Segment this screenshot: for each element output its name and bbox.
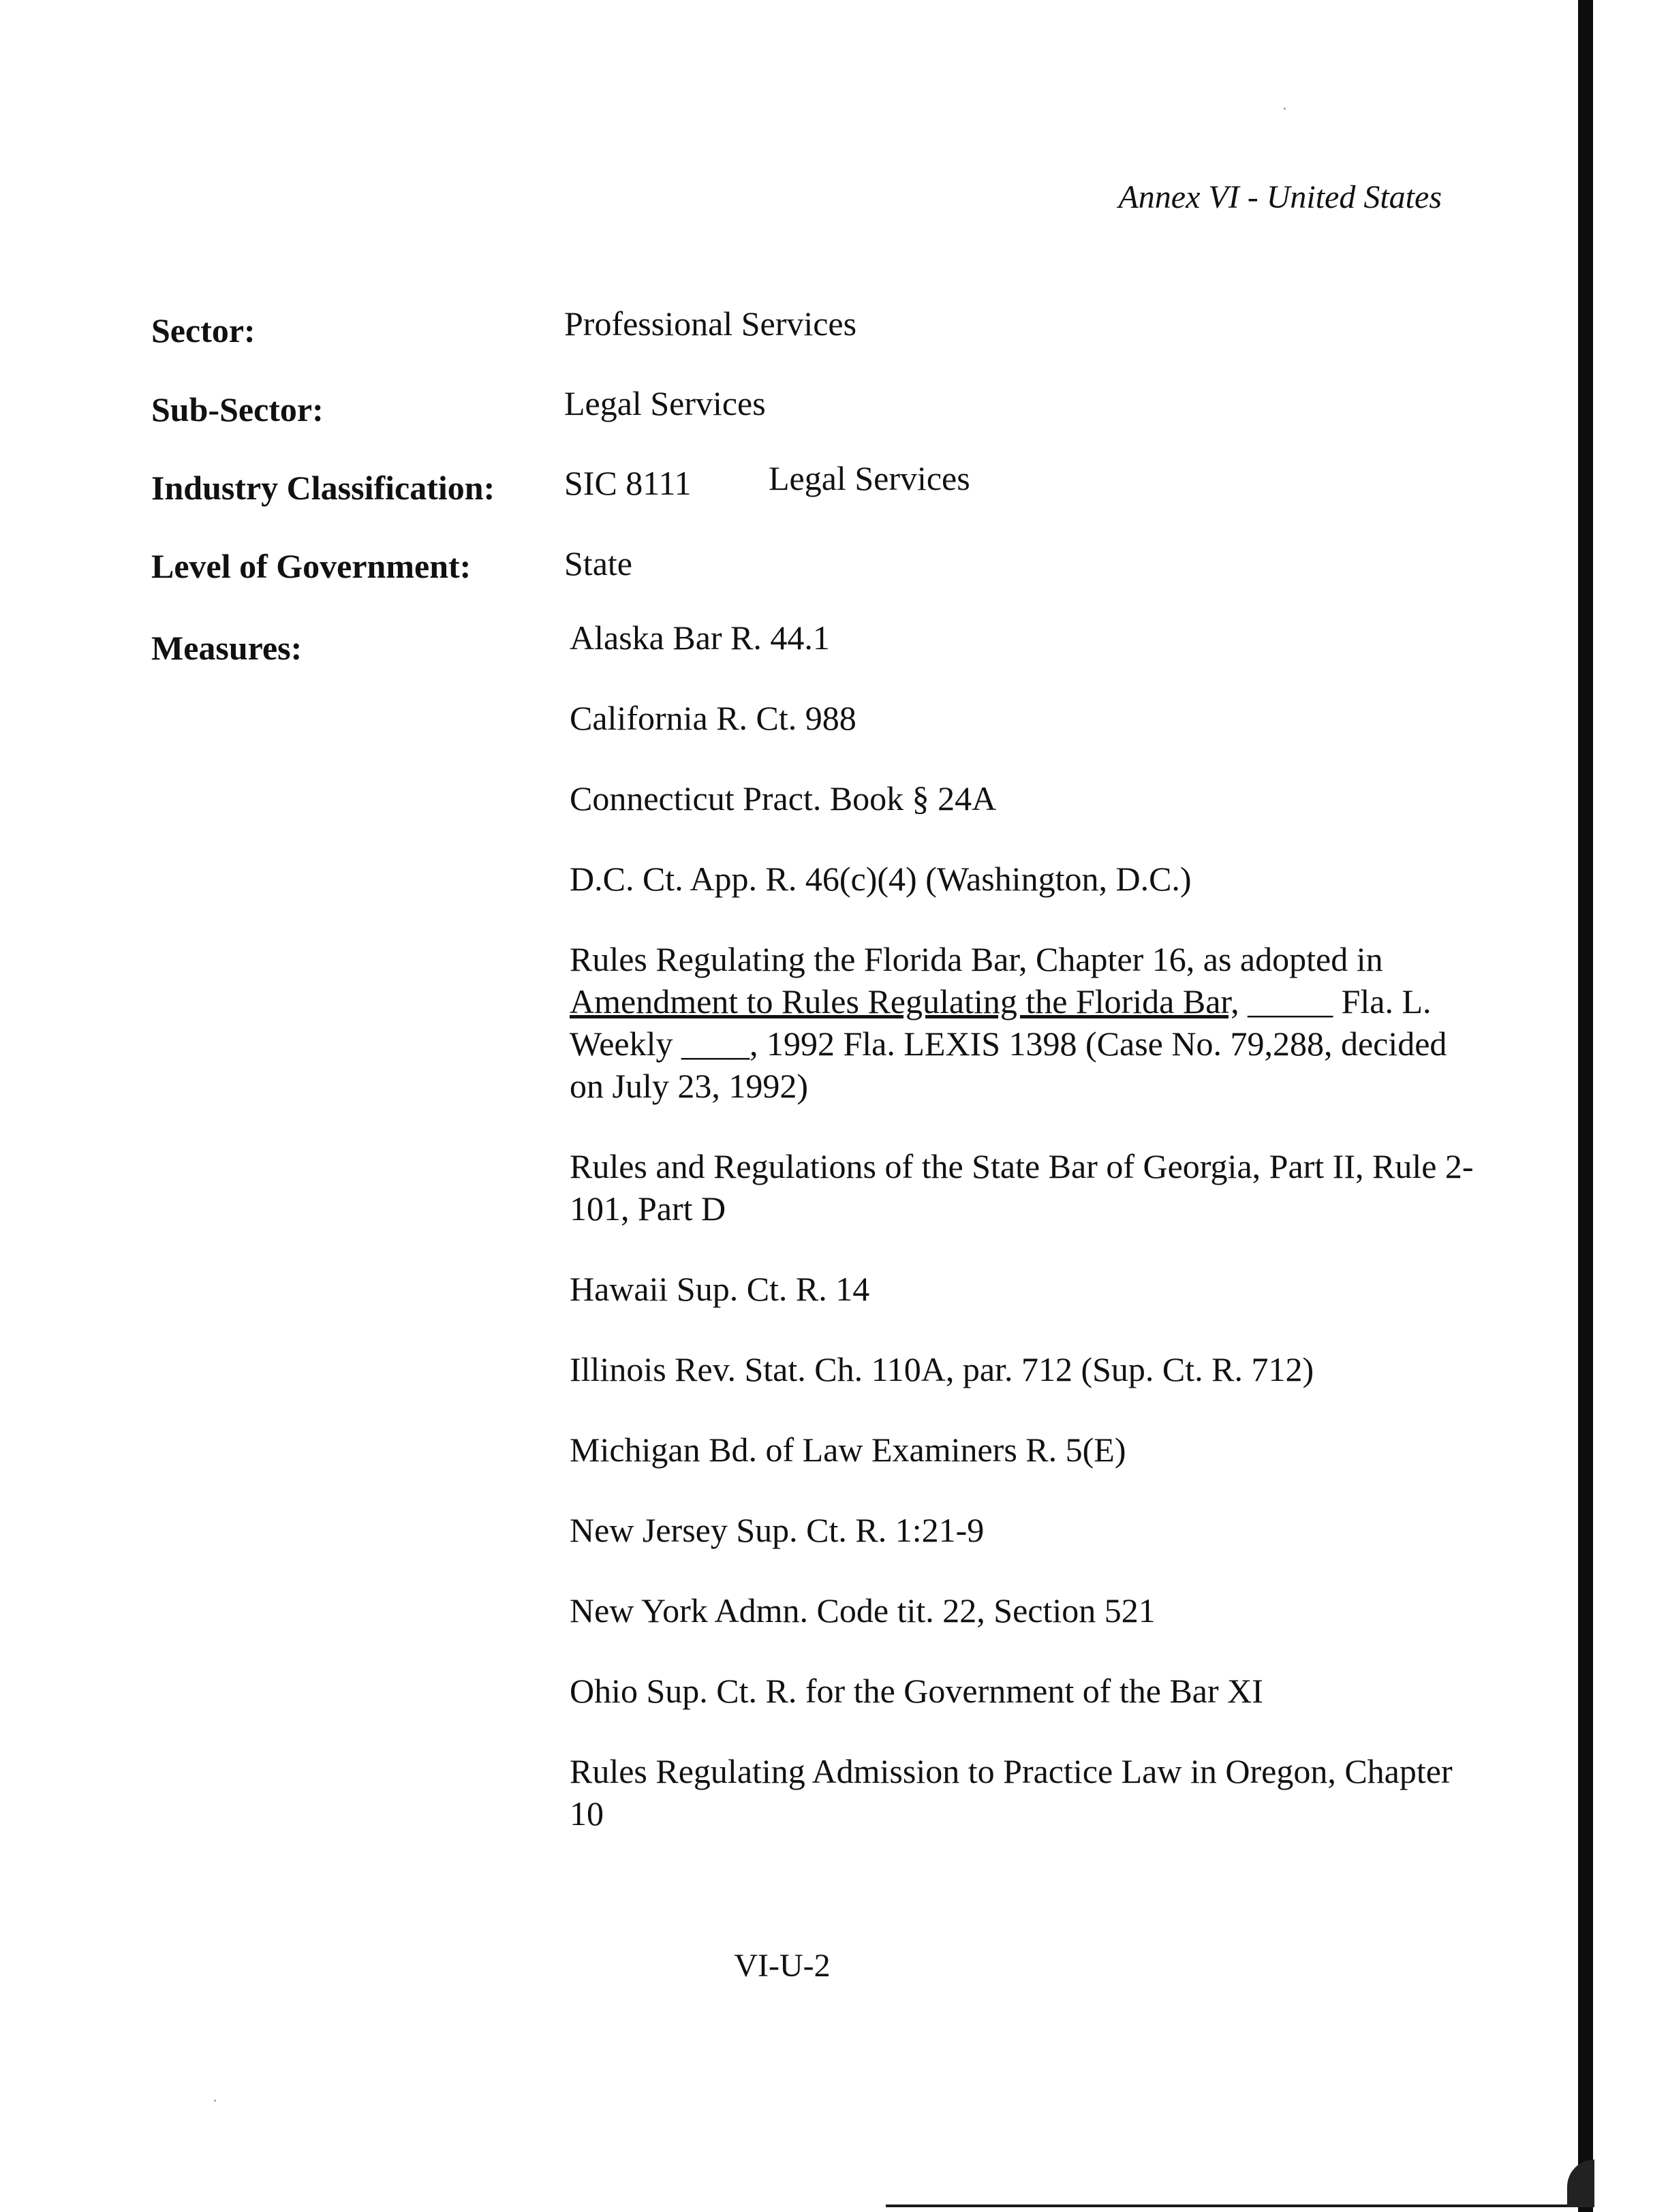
measure-item: Rules and Regulations of the State Bar of Georgia, Part II, Rule 2-101, Part D xyxy=(570,1147,1474,1228)
measure-item: Illinois Rev. Stat. Ch. 110A, par. 712 (Sup. Ct. R. 712) xyxy=(570,1350,1314,1388)
page-bottom-edge xyxy=(886,2205,1594,2207)
measure-text: _____ Fla. L. Weekly ____, 1992 Fla. LEXIS 1398 (Case No. 79,288, decided on July 23, 1992) xyxy=(570,982,1447,1105)
measure-item: Alaska Bar R. 44.1 xyxy=(570,619,830,657)
sector-label: Sector: xyxy=(151,311,256,349)
measure-item-florida xyxy=(570,938,1476,1107)
industry-classification-label: Industry Classification: xyxy=(151,469,495,507)
page-number: VI-U-2 xyxy=(734,1948,831,1984)
page-footer xyxy=(0,1947,1653,1984)
sic-code-value: SIC 8111 xyxy=(564,464,692,502)
measure-item: Ohio Sup. Ct. R. for the Government of the Bar XI xyxy=(570,1672,1263,1710)
measure-item: D.C. Ct. App. R. 46(c)(4) (Washington, D.C.) xyxy=(570,860,1192,898)
level-of-government-value: State xyxy=(564,544,632,582)
measures-list xyxy=(570,617,1476,1873)
measure-item: New York Admn. Code tit. 22, Section 521 xyxy=(570,1591,1156,1630)
annex-header: Annex VI - United States xyxy=(1118,179,1442,215)
level-of-government-label: Level of Government: xyxy=(151,547,472,585)
measure-item: California R. Ct. 988 xyxy=(570,699,856,737)
scan-speck xyxy=(1284,108,1286,110)
scan-speck xyxy=(214,2100,216,2102)
measure-item: Hawaii Sup. Ct. R. 14 xyxy=(570,1270,870,1308)
measure-item: Connecticut Pract. Book § 24A xyxy=(570,779,997,817)
measure-item: Rules Regulating Admission to Practice Law in Oregon, Chapter 10 xyxy=(570,1752,1453,1833)
measure-item: Michigan Bd. of Law Examiners R. 5(E) xyxy=(570,1431,1126,1469)
underlined-case-title: Amendment to Rules Regulating the Florida Bar, xyxy=(570,982,1239,1021)
sector-value: Professional Services xyxy=(564,305,857,343)
sub-sector-value: Legal Services xyxy=(564,384,766,422)
page-edge-shadow xyxy=(1578,0,1593,2212)
page-corner-curl xyxy=(1567,2160,1594,2207)
measure-item: New Jersey Sup. Ct. R. 1:21-9 xyxy=(570,1511,985,1549)
measures-label: Measures: xyxy=(151,629,303,667)
sic-description-value: Legal Services xyxy=(769,459,970,497)
measure-text: Rules Regulating the Florida Bar, Chapter 16, as adopted in xyxy=(570,940,1383,978)
sub-sector-label: Sub-Sector: xyxy=(151,390,324,429)
